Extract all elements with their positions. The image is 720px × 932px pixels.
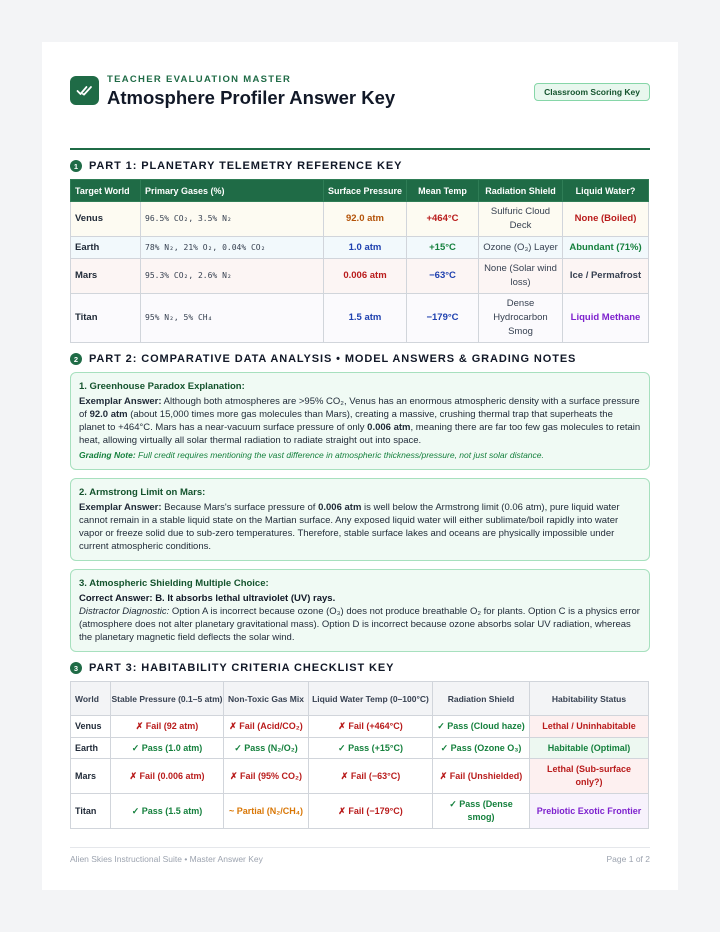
note-label: Grading Note: <box>79 450 136 460</box>
part3-title: PART 3: HABITABILITY CRITERIA CHECKLIST KEY <box>89 662 395 674</box>
criteria-cell: ✓ Pass (Cloud haze) <box>433 716 530 738</box>
page-title: Atmosphere Profiler Answer Key <box>107 87 396 108</box>
question-title: 2. Armstrong Limit on Mars: <box>79 487 206 498</box>
shield-cell: Dense Hydrocarbon Smog <box>479 294 563 343</box>
criteria-cell: ✓ Pass (+15°C) <box>309 738 433 759</box>
question-title: 1. Greenhouse Paradox Explanation: <box>79 381 245 392</box>
table-row <box>71 294 649 343</box>
page-footer <box>70 847 650 864</box>
section-number-badge: 2 <box>70 353 82 365</box>
section-number-badge: 1 <box>70 160 82 172</box>
gas-cell: 95% N₂, 5% CH₄ <box>141 294 324 343</box>
shield-cell: Sulfuric Cloud Deck <box>479 202 563 237</box>
part2-heading <box>70 353 650 365</box>
scoring-key-badge: Classroom Scoring Key <box>534 83 650 101</box>
temp-cell: −179°C <box>407 294 479 343</box>
question-card <box>70 478 650 561</box>
note-text: Full credit requires mentioning the vast difference in atmospheric thickness/pressure, not just solar distance. <box>135 450 544 460</box>
temp-cell: +464°C <box>407 202 479 237</box>
telemetry-table <box>70 179 649 343</box>
criteria-cell: ✓ Pass (Dense smog) <box>433 794 530 829</box>
criteria-cell: ✓ Pass (1.5 atm) <box>111 794 224 829</box>
part1-title: PART 1: PLANETARY TELEMETRY REFERENCE KEY <box>89 160 403 172</box>
world-cell: Earth <box>71 237 141 259</box>
table-row <box>71 237 649 259</box>
column-header: Stable Pressure (0.1–5 atm) <box>111 682 224 716</box>
world-cell: Venus <box>71 202 141 237</box>
shield-cell: None (Solar wind loss) <box>479 259 563 294</box>
column-header: Liquid Water? <box>563 180 649 202</box>
status-cell: Prebiotic Exotic Frontier <box>530 794 649 829</box>
column-header: Habitability Status <box>530 682 649 716</box>
table-row <box>71 794 649 829</box>
grading-note <box>79 449 641 462</box>
page-number: Page 1 of 2 <box>606 854 650 864</box>
answer-emphasis: 0.006 atm <box>318 502 362 513</box>
pressure-cell: 0.006 atm <box>324 259 407 294</box>
answer-emphasis: 92.0 atm <box>89 409 128 420</box>
status-cell: Lethal / Uninhabitable <box>530 716 649 738</box>
criteria-cell: ✗ Fail (95% CO₂) <box>224 759 309 794</box>
question-title: 3. Atmospheric Shielding Multiple Choice: <box>79 578 269 589</box>
criteria-cell: ✗ Fail (Acid/CO₂) <box>224 716 309 738</box>
column-header: Primary Gases (%) <box>141 180 324 202</box>
world-cell: Earth <box>71 738 111 759</box>
answer-text: Because Mars's surface pressure of <box>161 502 319 513</box>
table-row <box>71 738 649 759</box>
pressure-cell: 1.0 atm <box>324 237 407 259</box>
world-cell: Venus <box>71 716 111 738</box>
status-cell: Lethal (Sub-surface only?) <box>530 759 649 794</box>
habitability-table <box>70 681 649 829</box>
criteria-cell: ✓ Pass (N₂/O₂) <box>224 738 309 759</box>
criteria-cell: ✗ Fail (0.006 atm) <box>111 759 224 794</box>
column-header: Surface Pressure <box>324 180 407 202</box>
gas-cell: 78% N₂, 21% O₂, 0.04% CO₂ <box>141 237 324 259</box>
criteria-cell: ✗ Fail (+464°C) <box>309 716 433 738</box>
world-cell: Titan <box>71 294 141 343</box>
pressure-cell: 92.0 atm <box>324 202 407 237</box>
question-card <box>70 569 650 652</box>
page-header <box>70 74 650 150</box>
table-row <box>71 202 649 237</box>
world-cell: Mars <box>71 759 111 794</box>
diagnostic-text: Option A is incorrect because ozone (O₃) does not produce breathable O₂ for plants. Option C is a physics error (atmosphere does not alter planetary gravitational mass). Option D is incorrect because ozone absorbs solar UV radiation, whereas the planetary magnetic field deflects the solar wind. <box>79 606 640 643</box>
answer-emphasis: 0.006 atm <box>367 422 411 433</box>
answer-text: (about 15,000 times more gas molecules than Mars), creating a massive, crushing thermal trap that superheats the planet to +464°C. Mars has a near-vacuum surface pressure of only <box>79 409 613 433</box>
footer-suite-label: Alien Skies Instructional Suite • Master Answer Key <box>70 854 263 864</box>
water-cell: Abundant (71%) <box>563 237 649 259</box>
water-cell: Ice / Permafrost <box>563 259 649 294</box>
world-cell: Mars <box>71 259 141 294</box>
answer-text: is well below the Armstrong limit (0.06 atm), pure liquid water cannot remain in a stable liquid state on the Martian surface. Any exposed liquid water will either sublimate/boil rapidly into water vapor or freeze solid due to sub-zero temperatures. Therefore, stable surface lakes and oceans are physically impossible under current atmospheric conditions. <box>79 502 620 552</box>
water-cell: None (Boiled) <box>563 202 649 237</box>
answer-text: , meaning there are far too few gas molecules to retain heat, allowing virtually all solar thermal radiation to radiate straight out into space. <box>79 422 641 446</box>
table-header-row <box>71 682 649 716</box>
diagnostic-label: Distractor Diagnostic: <box>79 606 170 617</box>
column-header: Non-Toxic Gas Mix <box>224 682 309 716</box>
table-row <box>71 759 649 794</box>
table-row <box>71 716 649 738</box>
temp-cell: +15°C <box>407 237 479 259</box>
gas-cell: 95.3% CO₂, 2.6% N₂ <box>141 259 324 294</box>
gas-cell: 96.5% CO₂, 3.5% N₂ <box>141 202 324 237</box>
part1-heading <box>70 160 650 172</box>
criteria-cell: ✓ Pass (Ozone O₃) <box>433 738 530 759</box>
part3-heading <box>70 662 650 674</box>
answer-key-page <box>42 42 678 890</box>
water-cell: Liquid Methane <box>563 294 649 343</box>
exemplar-answer <box>79 501 641 553</box>
column-header: Radiation Shield <box>479 180 563 202</box>
shield-cell: Ozone (O₃) Layer <box>479 237 563 259</box>
correct-answer: Correct Answer: B. It absorbs lethal ultraviolet (UV) rays. <box>79 593 336 604</box>
distractor-diagnostic <box>79 605 641 644</box>
table-header-row <box>71 180 649 202</box>
question-card <box>70 372 650 470</box>
column-header: Liquid Water Temp (0–100°C) <box>309 682 433 716</box>
criteria-cell: ✗ Fail (92 atm) <box>111 716 224 738</box>
criteria-cell: ✓ Pass (1.0 atm) <box>111 738 224 759</box>
world-cell: Titan <box>71 794 111 829</box>
table-row <box>71 259 649 294</box>
criteria-cell: ~ Partial (N₂/CH₄) <box>224 794 309 829</box>
status-cell: Habitable (Optimal) <box>530 738 649 759</box>
criteria-cell: ✗ Fail (−63°C) <box>309 759 433 794</box>
criteria-cell: ✗ Fail (−179°C) <box>309 794 433 829</box>
column-header: Target World <box>71 180 141 202</box>
answer-text: Although both atmospheres are >95% CO₂, Venus has an enormous atmospheric density with a surface pressure of <box>79 396 640 420</box>
column-header: Mean Temp <box>407 180 479 202</box>
double-check-icon <box>70 76 99 105</box>
section-number-badge: 3 <box>70 662 82 674</box>
answer-label: Exemplar Answer: <box>79 502 162 513</box>
answer-label: Exemplar Answer: <box>79 396 162 407</box>
column-header: World <box>71 682 111 716</box>
criteria-cell: ✗ Fail (Unshielded) <box>433 759 530 794</box>
column-header: Radiation Shield <box>433 682 530 716</box>
exemplar-answer <box>79 395 641 447</box>
temp-cell: −63°C <box>407 259 479 294</box>
part2-title: PART 2: COMPARATIVE DATA ANALYSIS • MODEL ANSWERS & GRADING NOTES <box>89 353 577 365</box>
pressure-cell: 1.5 atm <box>324 294 407 343</box>
eyebrow-label: TEACHER EVALUATION MASTER <box>107 74 292 85</box>
